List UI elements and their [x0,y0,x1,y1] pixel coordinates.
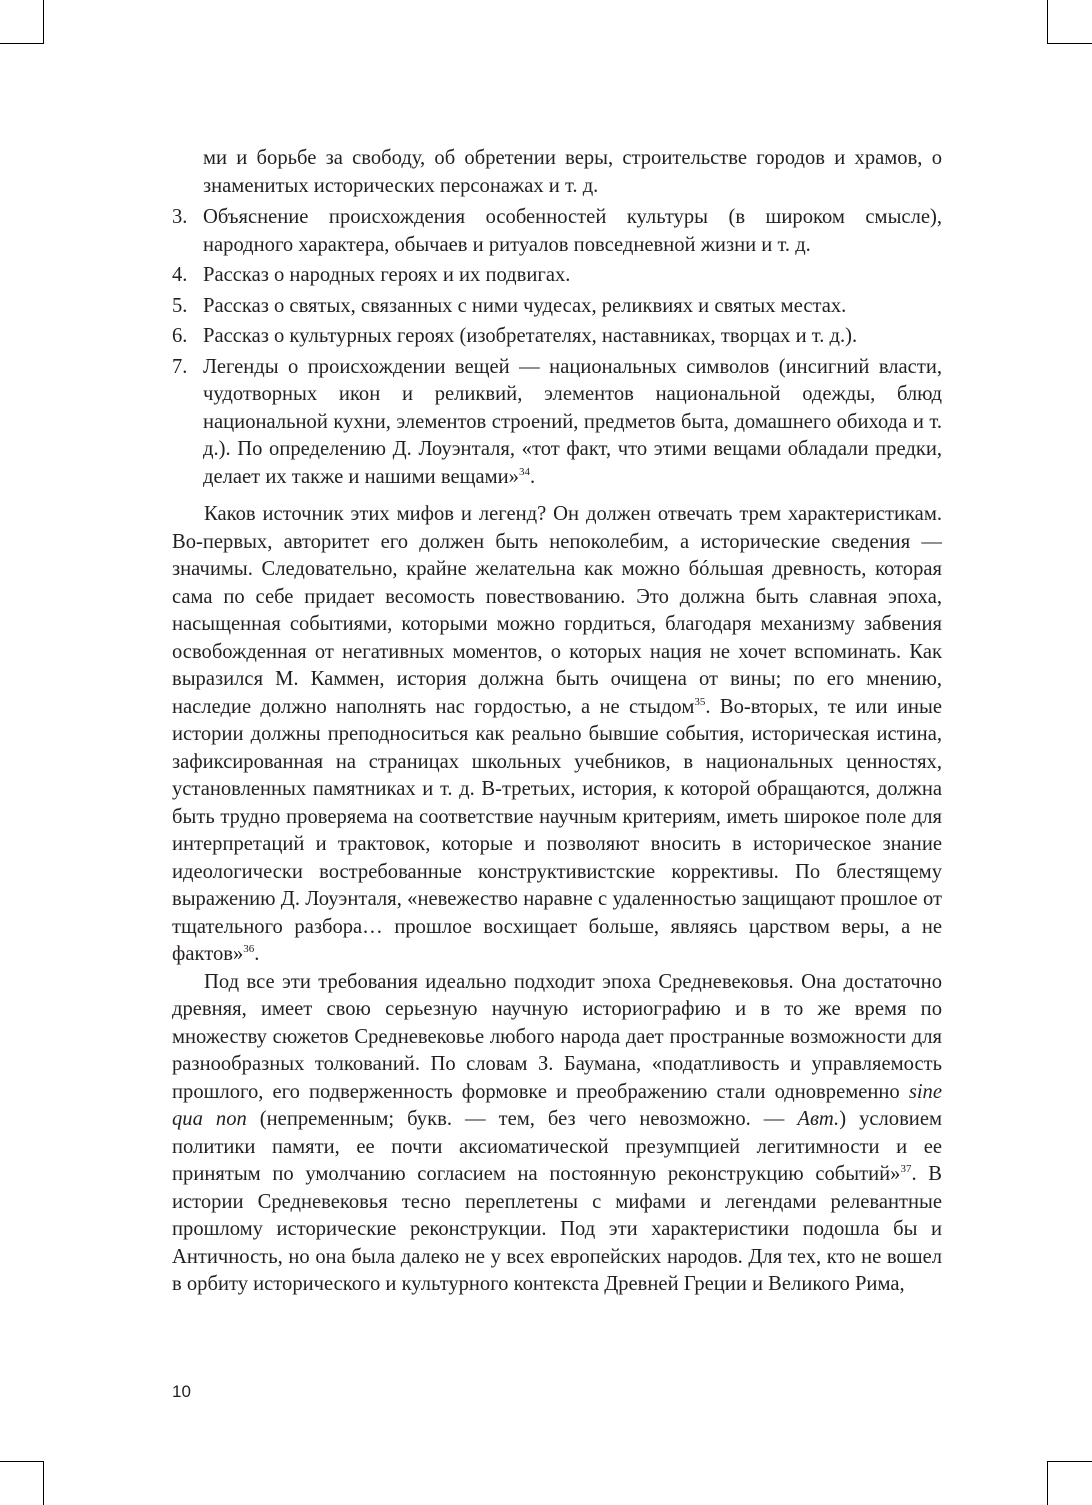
crop-mark-top-right-h [1048,43,1092,44]
footnote-ref: 37 [900,1163,912,1175]
numbered-list [172,204,942,491]
list-item [172,354,942,492]
italic-phrase: Авт. [797,1108,840,1130]
list-item-number: 4. [172,264,188,286]
crop-mark-bottom-left-v [43,1461,44,1505]
list-item-text: Рассказ о святых, связанных с ними чудесах, реликвиях и святых местах. [203,294,847,317]
footnote-ref: 34 [518,465,530,478]
crop-mark-bottom-right-h [1048,1461,1092,1462]
paragraph-text: (непременным; букв. — тем, без чего невозможно. — [246,1108,798,1130]
crop-mark-bottom-right-v [1047,1461,1048,1505]
paragraph-text: ) условием политики памяти, ее почти аксиоматической презумпцией легитимности и ее принятым по умолчанию согласием на постоянную реконструкцию событий» [172,1108,942,1185]
paragraph-middle-ages [172,969,942,1299]
paragraph-text: Каков источник этих мифов и легенд? Он должен отвечать трем характеристикам. Во-первых, авторитет его должен быть непоколебим, а исторические сведения — значимы. Следовательно, крайне желательна как можно бóльшая древность, которая сама по себе придает весомость повествованию. Это должна быть славная эпоха, насыщенная событиями, которыми можно гордиться, благодаря механизму забвения освобожденная от негативных моментов, о которых нация не хочет вспоминать. Как выразился М. Каммен, история должна быть очищена от вины; по его мнению, наследие должно наполнять нас гордостью, а не стыдом [172,503,942,718]
list-item-number: 7. [172,355,188,378]
list-item-text: Легенды о происхождении вещей — национальных символов (инсигний власти, чудотворных икон и реликвий, элементов национальной одежды, блюд национальной кухни, элементов строений, предметов быта, домашнего обихода и т. д.). По определению Д. Лоуэнталя, «тот факт, что этими вещами обладали предки, делает их также и нашими вещами» [203,355,942,488]
crop-mark-top-left-h [0,43,44,44]
crop-mark-top-left-v [43,0,44,44]
list-item-number: 3. [172,206,188,228]
paragraph-text: . В истории Средневековья тесно переплетены с мифами и легендами релевантные прошлому исторические реконструкции. Под эти характеристики подошла бы и Античность, но она была далеко не у всех европейских народов. Для тех, кто не вошел в орбиту исторического и культурного контекста Древней Греции и Великого Рима, [172,1163,942,1295]
page-number: 10 [172,1382,191,1401]
page-body [172,145,942,1299]
italic-phrase: sine qua non [172,1080,942,1130]
list-item-text: Объяснение происхождения особенностей культуры (в широком смысле), народного характера, обычаев и ритуалов повседневной жизни и т. д. [203,206,942,256]
crop-mark-top-right-v [1047,0,1048,44]
paragraph-text: . Во-вторых, те или иные истории должны преподноситься как реально бывшие события, историческая истина, зафиксированная на страницах школьных учебников, в национальных ценностях, установленных памятниках и т. д. В-третьих, история, к которой обращаются, должна быть трудно проверяема на соответствие научным критериям, иметь широкое поле для интерпретаций и трактовок, которые и позволяют вносить в историческое знание идеологически востребованные конструктивистские коррективы. По блестящему выражению Д. Лоуэнталя, «невежество наравне с удаленностью защищают прошлое от тщательного разбора… прошлое восхищает больше, являясь царством веры, а не фактов» [172,695,942,965]
continuation-text: ми и борьбе за свободу, об обретении веры, строительстве городов и храмов, о знаменитых исторических персонажах и т. д. [203,147,942,197]
paragraph-sources [172,501,942,969]
list-item [172,293,942,321]
footnote-ref: 35 [694,695,706,708]
list-item-number: 5. [172,294,188,317]
list-item-text: Рассказ о народных героях и их подвигах. [203,264,571,286]
footnote-ref: 36 [243,943,255,955]
list-item [172,262,942,290]
list-item-text: Рассказ о культурных героях (изобретателях, наставниках, творцах и т. д.). [203,325,858,347]
list-item-number: 6. [172,325,188,347]
list-item [172,204,942,259]
crop-mark-bottom-left-h [0,1461,44,1462]
paragraph-text: . [254,943,260,965]
list-item [172,323,942,351]
list-item-tail: . [529,465,536,488]
paragraph-text: Под все эти требования идеально подходит эпоха Средневековья. Она достаточно древняя, имеет свою серьезную научную историографию и в то же время по множеству сюжетов Средневековье любого народа дает пространные возможности для разнообразных толкований. По словам З. Баумана, «податливость и управляемость прошлого, его подверженность формовке и преображению стали одновременно [172,970,942,1103]
